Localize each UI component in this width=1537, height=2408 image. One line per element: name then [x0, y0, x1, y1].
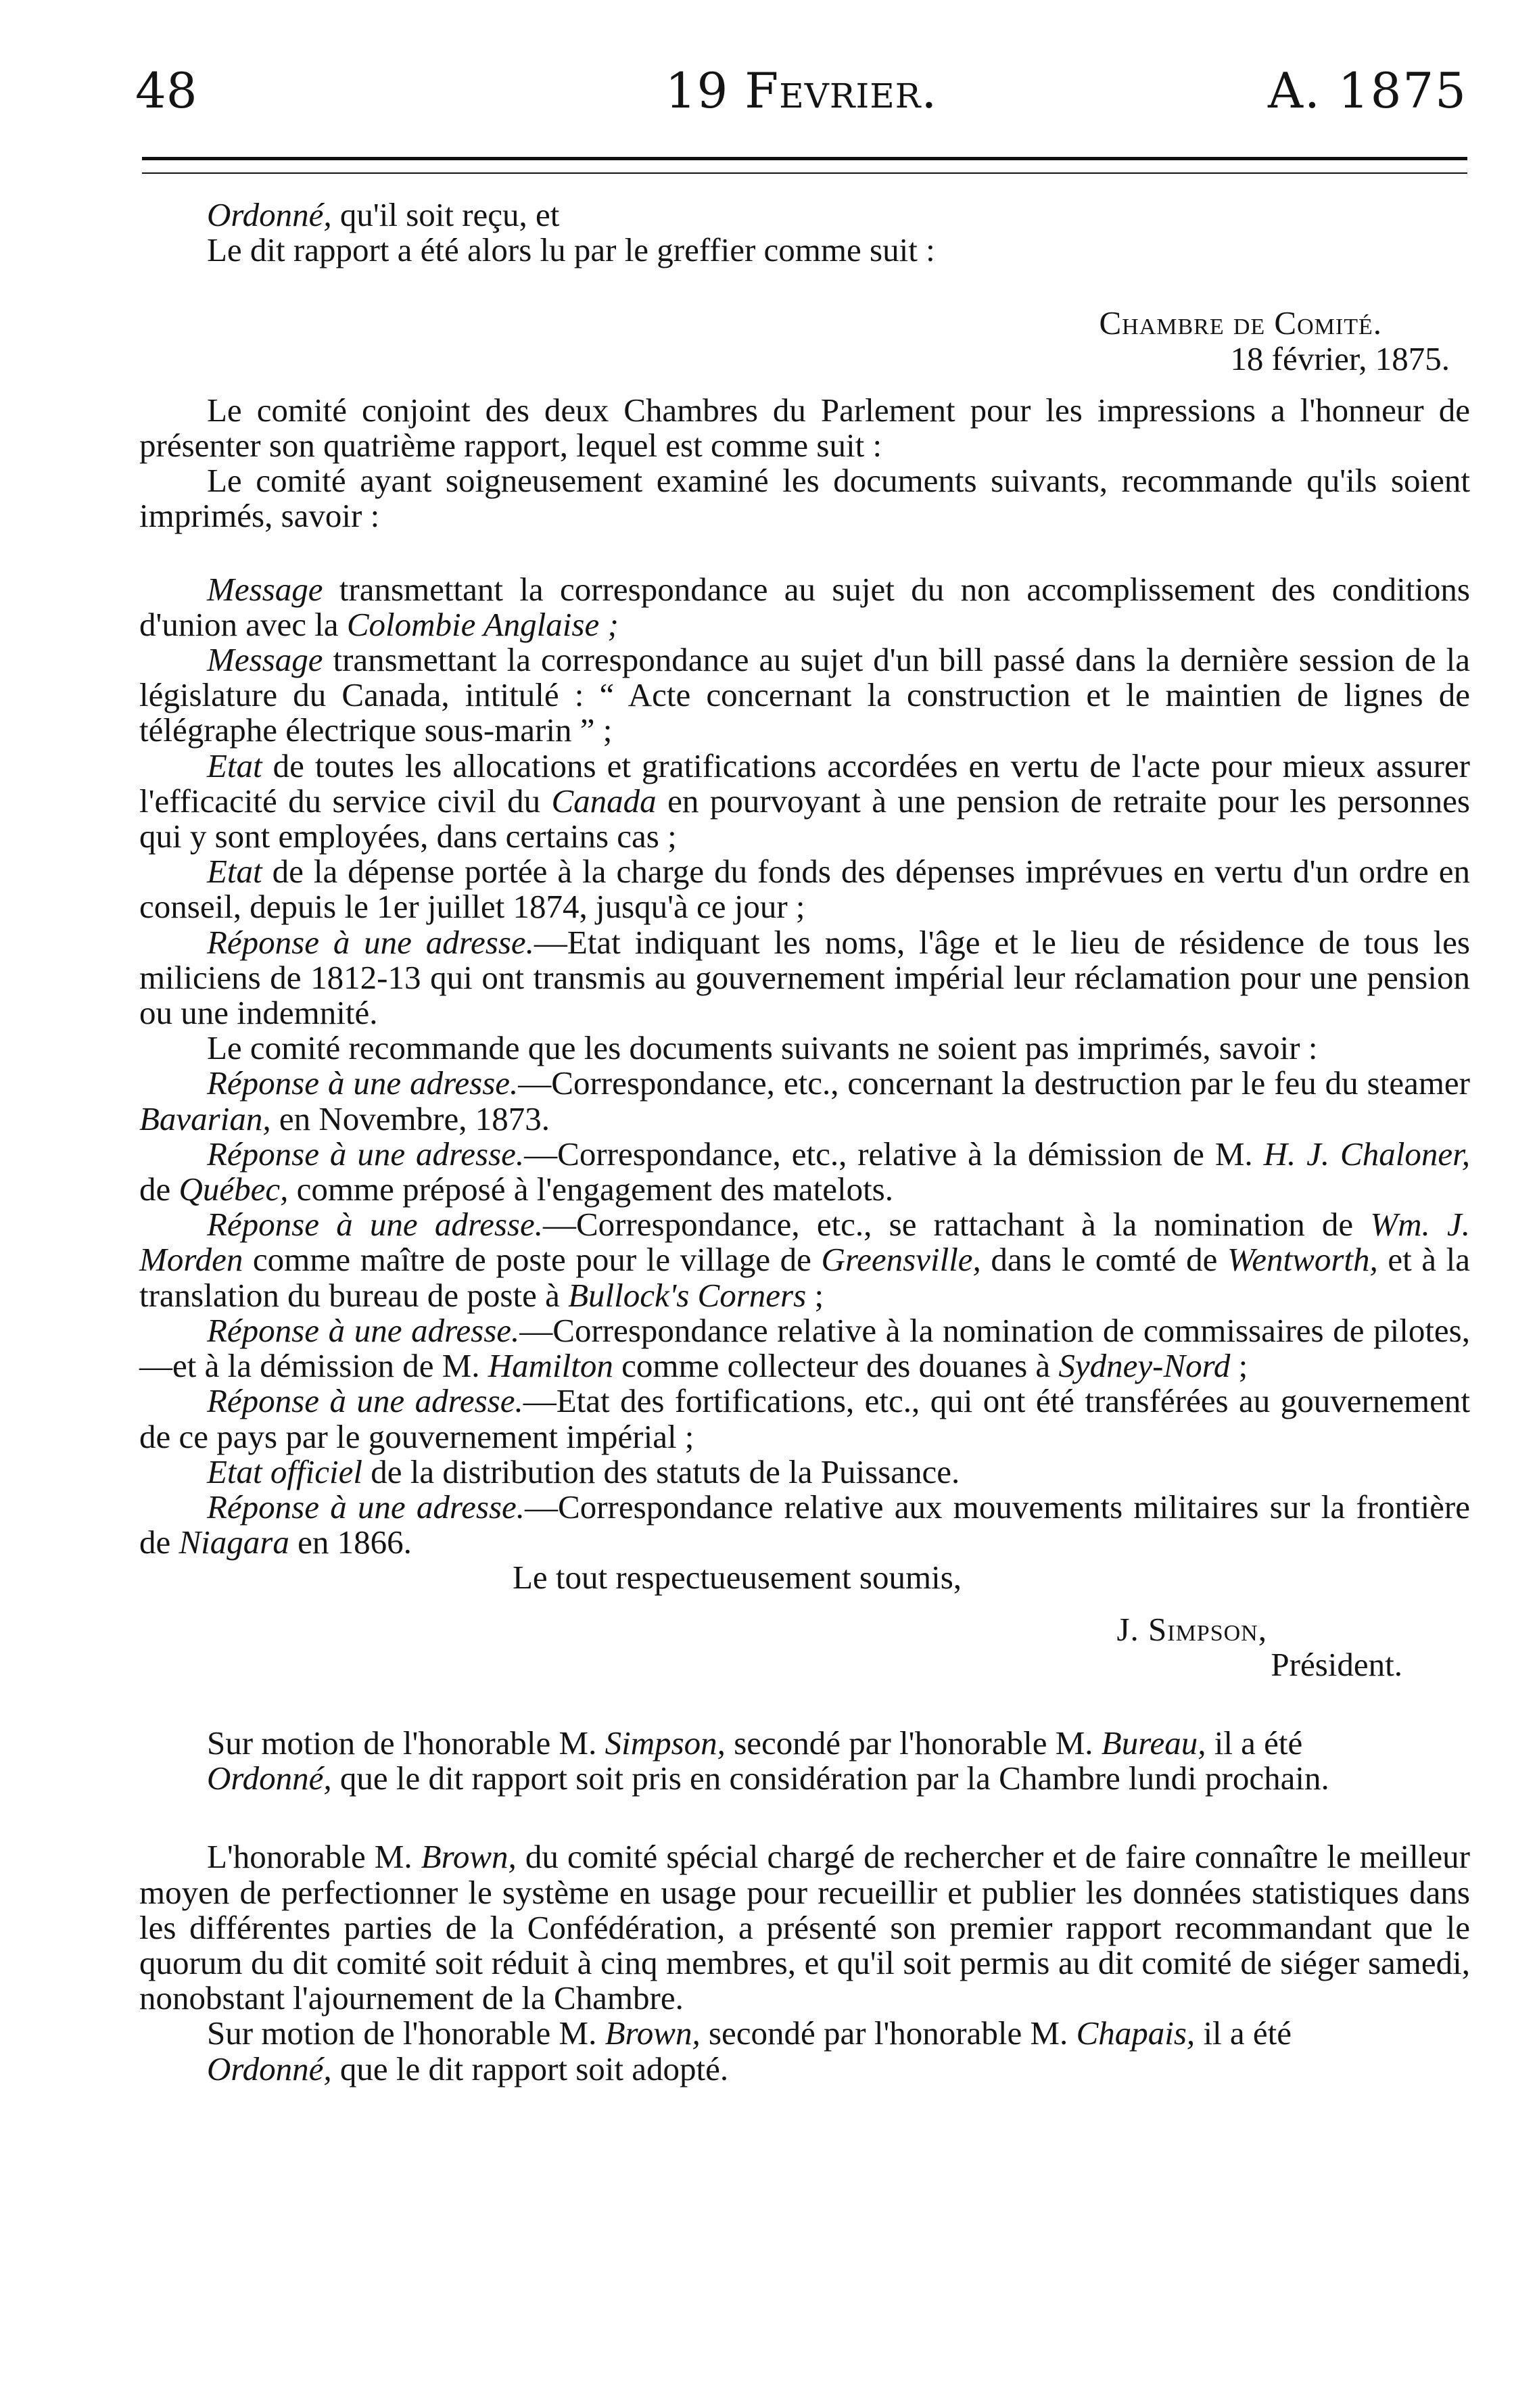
text: en pourvoyant à une pension de retraite pour les personnes qui y sont employées, dans certains cas ; [139, 782, 1470, 855]
text: —Etat indiquant les noms, l'âge et le lieu de résidence de tous les miliciens de 1812-13 qui ont transmis au gouvernement impérial leur réclamation pour une pension ou une indemnité. [139, 923, 1470, 1032]
list-item [139, 854, 1470, 924]
text: —Etat des fortifications, etc., qui ont été transférées au gouvernement de ce pays par le gouvernement impérial ; [139, 1382, 1471, 1455]
italic-text: Canada [551, 782, 657, 820]
italic-text: H. J. Chaloner, [1263, 1135, 1470, 1173]
text: L'honorable M. [207, 1838, 421, 1876]
text: et à la translation du bureau de poste à [139, 1241, 1471, 1314]
list-item [139, 1066, 1470, 1136]
italic-text: Etat officiel [207, 1453, 362, 1490]
text: Sur motion de l'honorable M. [207, 2014, 605, 2052]
text: qu'il soit reçu, et [331, 196, 560, 233]
italic-text: Réponse à une adresse. [207, 1382, 523, 1420]
italic-text: Bavarian, [139, 1100, 271, 1137]
text: —Correspondance, etc., relative à la démission de M. [524, 1135, 1264, 1173]
italic-text: Bureau, [1101, 1724, 1206, 1762]
list-item [139, 1490, 1470, 1560]
text: ; [806, 1276, 824, 1314]
italic-text: Bullock's Corners [568, 1276, 807, 1314]
text: —Correspondance relative à la nomination de commissaires de pilotes,—et à la démission de M. [139, 1311, 1470, 1385]
text: comme collecteur des douanes à [613, 1347, 1059, 1385]
text: —Correspondance, etc., se rattachant à la nomination de [542, 1206, 1371, 1244]
text: de [139, 1171, 179, 1208]
text: il a été [1206, 1724, 1303, 1762]
list-item [139, 1137, 1470, 1207]
paragraph: Le dit rapport a été alors lu par le greffier comme suit : [207, 231, 935, 269]
italic-text: Brown, [421, 1838, 517, 1876]
text: de la dépense portée à la charge du fonds des dépenses imprévues en vertu d'un ordre en conseil, depuis le 1er juillet 1874, jusqu'à ce jour ; [139, 853, 1470, 926]
text: —Correspondance relative aux mouvements militaires sur la frontière de [139, 1488, 1470, 1561]
paragraph: Le comité ayant soigneusement examiné les documents suivants, recommande qu'ils soient imprimés, savoir : [139, 462, 1470, 535]
signature-title: Président. [1271, 1645, 1402, 1683]
date-line: 18 février, 1875. [1230, 339, 1450, 377]
page-header [135, 62, 1467, 137]
italic-text: Wentworth, [1227, 1241, 1378, 1279]
text: il a été [1195, 2014, 1292, 2052]
list-item [139, 1455, 1470, 1490]
italic-text: Réponse à une adresse. [207, 1488, 525, 1526]
header-rule [142, 157, 1467, 174]
paragraph [139, 1761, 1470, 1796]
list-item [139, 572, 1470, 642]
text: de toutes les allocations et gratifications accordées en vertu de l'acte pour mieux assurer l'efficacité du service civil du [139, 747, 1470, 820]
italic-text: Hamilton [488, 1347, 613, 1385]
list-item [139, 1207, 1470, 1313]
paragraph [139, 1726, 1470, 1761]
page-body [139, 197, 1470, 2087]
list-item [139, 1384, 1470, 1454]
text: transmettant la correspondance au sujet d'un bill passé dans la dernière session de la législature du Canada, intitulé : “ Acte concernant la construction et le maintien de lignes de télégraphe électrique sous-marin ” ; [139, 641, 1470, 749]
list-item [139, 642, 1470, 749]
italic-text: Réponse à une adresse. [207, 1135, 525, 1173]
italic-text: Simpson, [605, 1724, 726, 1762]
place-line: Chambre de Comité. [1099, 304, 1382, 342]
italic-text: Chapais, [1076, 2014, 1196, 2052]
text: ; [1230, 1347, 1248, 1385]
italic-text: Etat [207, 747, 262, 784]
italic-text: Greensville, [821, 1241, 981, 1279]
paragraph [139, 197, 1470, 233]
paragraph: Le comité recommande que les documents suivants ne soient pas imprimés, savoir : [207, 1029, 1318, 1067]
header-date: 19 Fevrier. [665, 62, 938, 119]
italic-text: Etat [207, 853, 262, 891]
italic-text: Wm. J. Morden [139, 1206, 1470, 1279]
list-item [139, 749, 1470, 855]
italic-text: Niagara [179, 1524, 289, 1561]
paragraph [139, 1839, 1470, 2016]
text: en Novembre, 1873. [270, 1100, 550, 1137]
italic-text: Ordonné, [207, 1760, 332, 1797]
italic-text: Colombie Anglaise ; [346, 605, 619, 643]
italic-text: Réponse à une adresse. [207, 923, 534, 961]
page-number: 48 [135, 62, 197, 119]
text: —Correspondance, etc., concernant la destruction par le feu du steamer [518, 1064, 1470, 1102]
paragraph [139, 2052, 1470, 2087]
italic-text: Message [207, 641, 323, 679]
italic-text: Brown, [605, 2014, 701, 2052]
signature: J. Simpson, [1116, 1610, 1267, 1648]
list-item [139, 1313, 1470, 1384]
text: transmettant la correspondance au sujet du non accomplissement des conditions d'union avec la [139, 570, 1470, 643]
text: secondé par l'honorable M. [725, 1724, 1102, 1762]
closing-line: Le tout respectueusement soumis, [512, 1559, 962, 1597]
text: comme maître de poste pour le village de [243, 1241, 822, 1279]
italic-text: Ordonné, [207, 196, 332, 233]
list-item [139, 925, 1470, 1031]
text: de la distribution des statuts de la Puissance. [362, 1453, 960, 1490]
italic-text: Ordonné, [207, 2050, 332, 2087]
paragraph: Le comité conjoint des deux Chambres du Parlement pour les impressions a l'honneur de présenter son quatrième rapport, lequel est comme suit : [139, 391, 1470, 465]
text: en 1866. [289, 1524, 412, 1561]
text: comme préposé à l'engagement des matelots. [288, 1171, 893, 1208]
text: secondé par l'honorable M. [700, 2014, 1077, 2052]
italic-text: Réponse à une adresse. [207, 1311, 520, 1349]
header-year: A. 1875 [1267, 62, 1467, 119]
text: dans le comté de [980, 1241, 1227, 1279]
italic-text: Réponse à une adresse. [207, 1206, 543, 1244]
italic-text: Québec, [179, 1171, 289, 1208]
italic-text: Réponse à une adresse. [207, 1064, 519, 1102]
paragraph [139, 2016, 1470, 2051]
text: Sur motion de l'honorable M. [207, 1724, 605, 1762]
text: du comité spécial chargé de rechercher et de faire connaître le meilleur moyen de perfectionner le système en usage pour recueillir et publier les données statistiques dans les différentes parties de la Confédération, a présenté son premier rapport recommandant que le quorum du dit comité soit réduit à cinq membres, et qu'il soit permis au dit comité de siéger samedi, nonobstant l'ajournement de la Chambre. [139, 1838, 1471, 2017]
text: que le dit rapport soit pris en considération par la Chambre lundi prochain. [331, 1760, 1329, 1797]
italic-text: Message [207, 570, 323, 608]
text: que le dit rapport soit adopté. [331, 2050, 729, 2087]
italic-text: Sydney-Nord [1058, 1347, 1231, 1385]
